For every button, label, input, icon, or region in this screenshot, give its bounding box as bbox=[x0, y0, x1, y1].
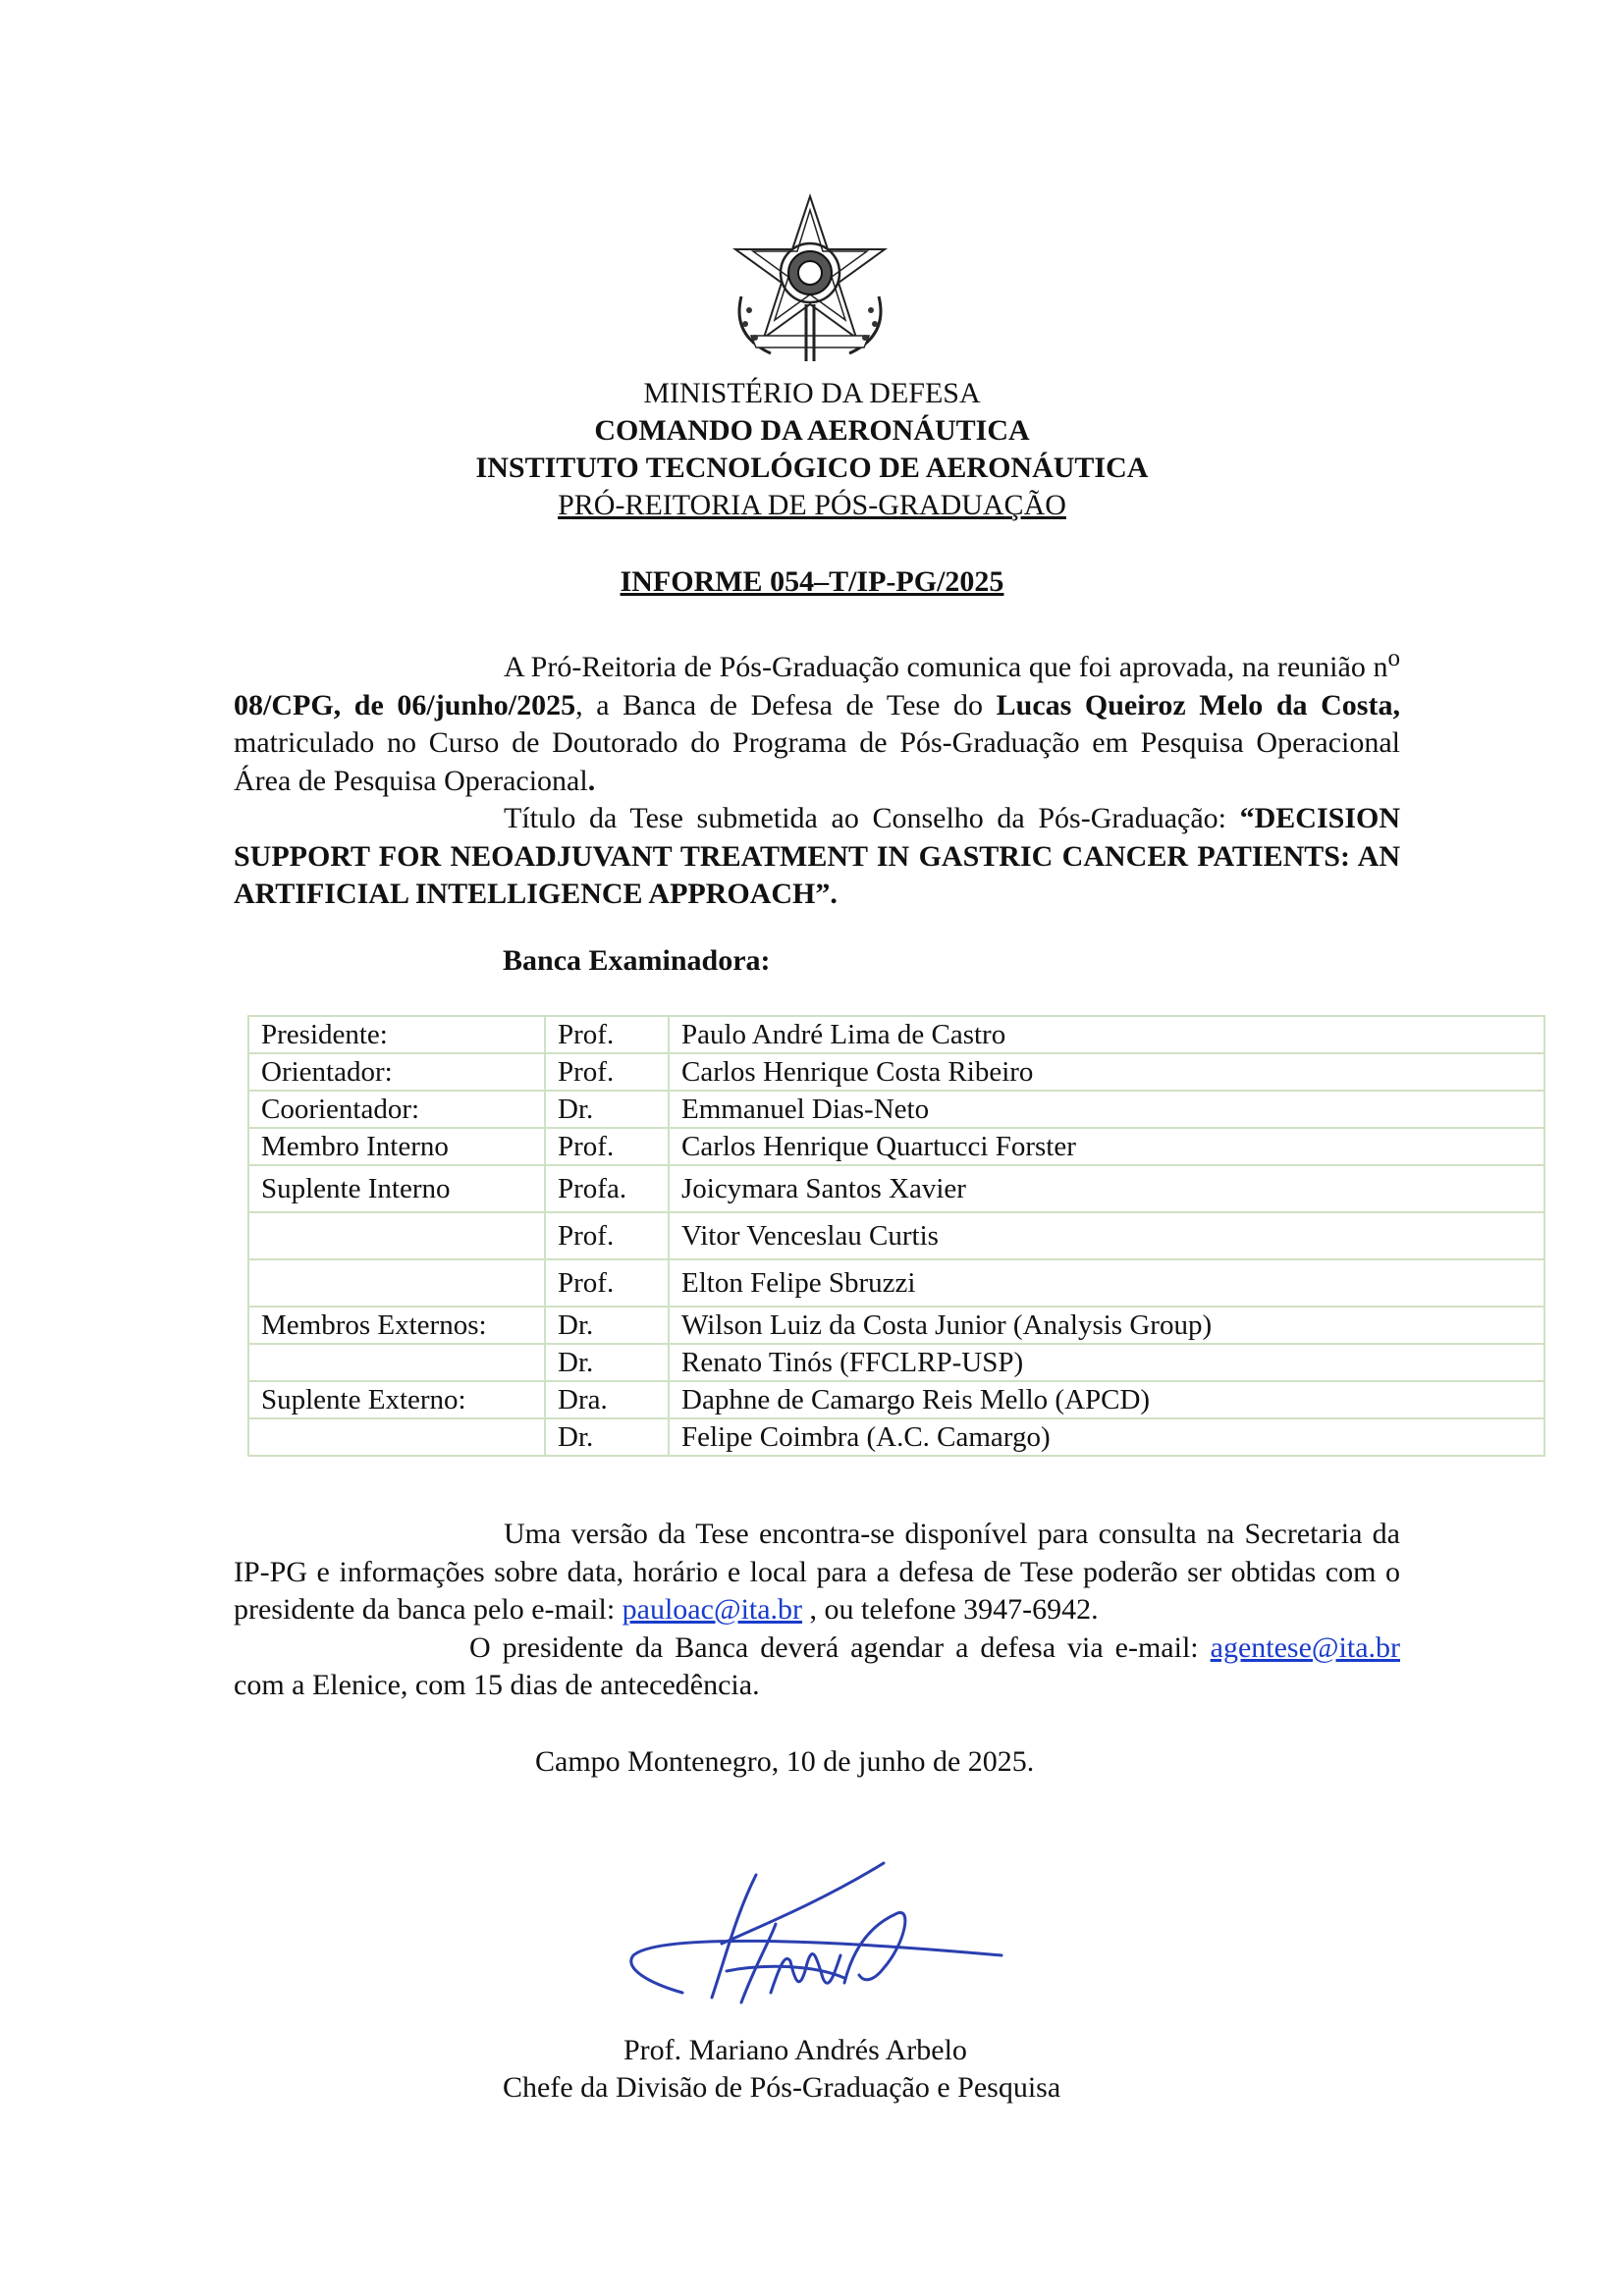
agentese-email-link[interactable]: agentese@ita.br bbox=[1210, 1630, 1400, 1664]
table-row: Coorientador: Dr. Emmanuel Dias-Neto bbox=[248, 1091, 1544, 1128]
institute-line: INSTITUTO TECNOLÓGICO DE AERONÁUTICA bbox=[475, 452, 1149, 484]
table-row: Suplente Interno Profa. Joicymara Santos Xavier bbox=[248, 1165, 1544, 1212]
signer-role: Chefe da Divisão de Pós-Graduação e Pesquisa bbox=[503, 2071, 1061, 2104]
pro-rectory-line: PRÓ-REITORIA DE PÓS-GRADUAÇÃO bbox=[558, 489, 1066, 521]
table-row: Suplente Externo: Dra. Daphne de Camargo Reis Mello (APCD) bbox=[248, 1381, 1544, 1418]
thesis-title-paragraph: Título da Tese submetida ao Conselho da Pós-Graduação: “DECISION SUPPORT FOR NEOADJUVANT TREATMENT IN GASTRIC CANCER PATIENTS: AN ARTIFICIAL INTELLIGENCE APPROACH”. bbox=[234, 802, 1400, 910]
signer-name: Prof. Mariano Andrés Arbelo bbox=[623, 2034, 967, 2066]
table-row: Orientador: Prof. Carlos Henrique Costa Ribeiro bbox=[248, 1053, 1544, 1091]
table-row: Membros Externos: Dr. Wilson Luiz da Costa Junior (Analysis Group) bbox=[248, 1307, 1544, 1344]
table-row: Membro Interno Prof. Carlos Henrique Quartucci Forster bbox=[248, 1128, 1544, 1165]
table-row: Dr. Renato Tinós (FFCLRP-USP) bbox=[248, 1344, 1544, 1381]
scheduling-paragraph: O presidente da Banca deverá agendar a defesa via e-mail: agentese@ita.br com a Elenice, com 15 dias de antecedência. bbox=[234, 1630, 1400, 1701]
table-row: Prof. Elton Felipe Sbruzzi bbox=[248, 1259, 1544, 1307]
place-date: Campo Montenegro, 10 de junho de 2025. bbox=[535, 1745, 1035, 1778]
ministry-line: MINISTÉRIO DA DEFESA bbox=[643, 377, 981, 409]
banca-label: Banca Examinadora: bbox=[503, 944, 771, 977]
banca-table bbox=[247, 1015, 1545, 1457]
announcement-body bbox=[234, 640, 1400, 914]
table-row: Presidente: Prof. Paulo André Lima de Castro bbox=[248, 1016, 1544, 1053]
footer-body bbox=[234, 1516, 1400, 1705]
table-row: Prof. Vitor Venceslau Curtis bbox=[248, 1212, 1544, 1259]
command-line: COMANDO DA AERONÁUTICA bbox=[594, 414, 1030, 447]
president-email-link[interactable]: pauloac@ita.br bbox=[622, 1593, 803, 1626]
availability-paragraph: Uma versão da Tese encontra-se disponível para consulta na Secretaria da IP-PG e informações sobre data, horário e local para a defesa de Tese poderão ser obtidas com o presidente da banca pelo e-mail: pauloac@ita.br , ou telefone 3947-6942. bbox=[234, 1518, 1400, 1626]
brazil-coat-of-arms-icon bbox=[722, 188, 898, 365]
handwritten-signature-icon bbox=[589, 1845, 1021, 2037]
table-row: Dr. Felipe Coimbra (A.C. Camargo) bbox=[248, 1418, 1544, 1456]
approval-paragraph: A Pró-Reitoria de Pós-Graduação comunica que foi aprovada, na reunião $n^o$ 08/CPG, de 06/junho/2025, a Banca de Defesa de Tese do Lucas Queiroz Melo da Costa, matriculado no Curso de Doutorado do Programa de Pós-Graduação em Pesquisa Operacional Área de Pesquisa Operacional. bbox=[234, 645, 1400, 797]
document-title: INFORME 054–T/IP-PG/2025 bbox=[620, 565, 1004, 598]
